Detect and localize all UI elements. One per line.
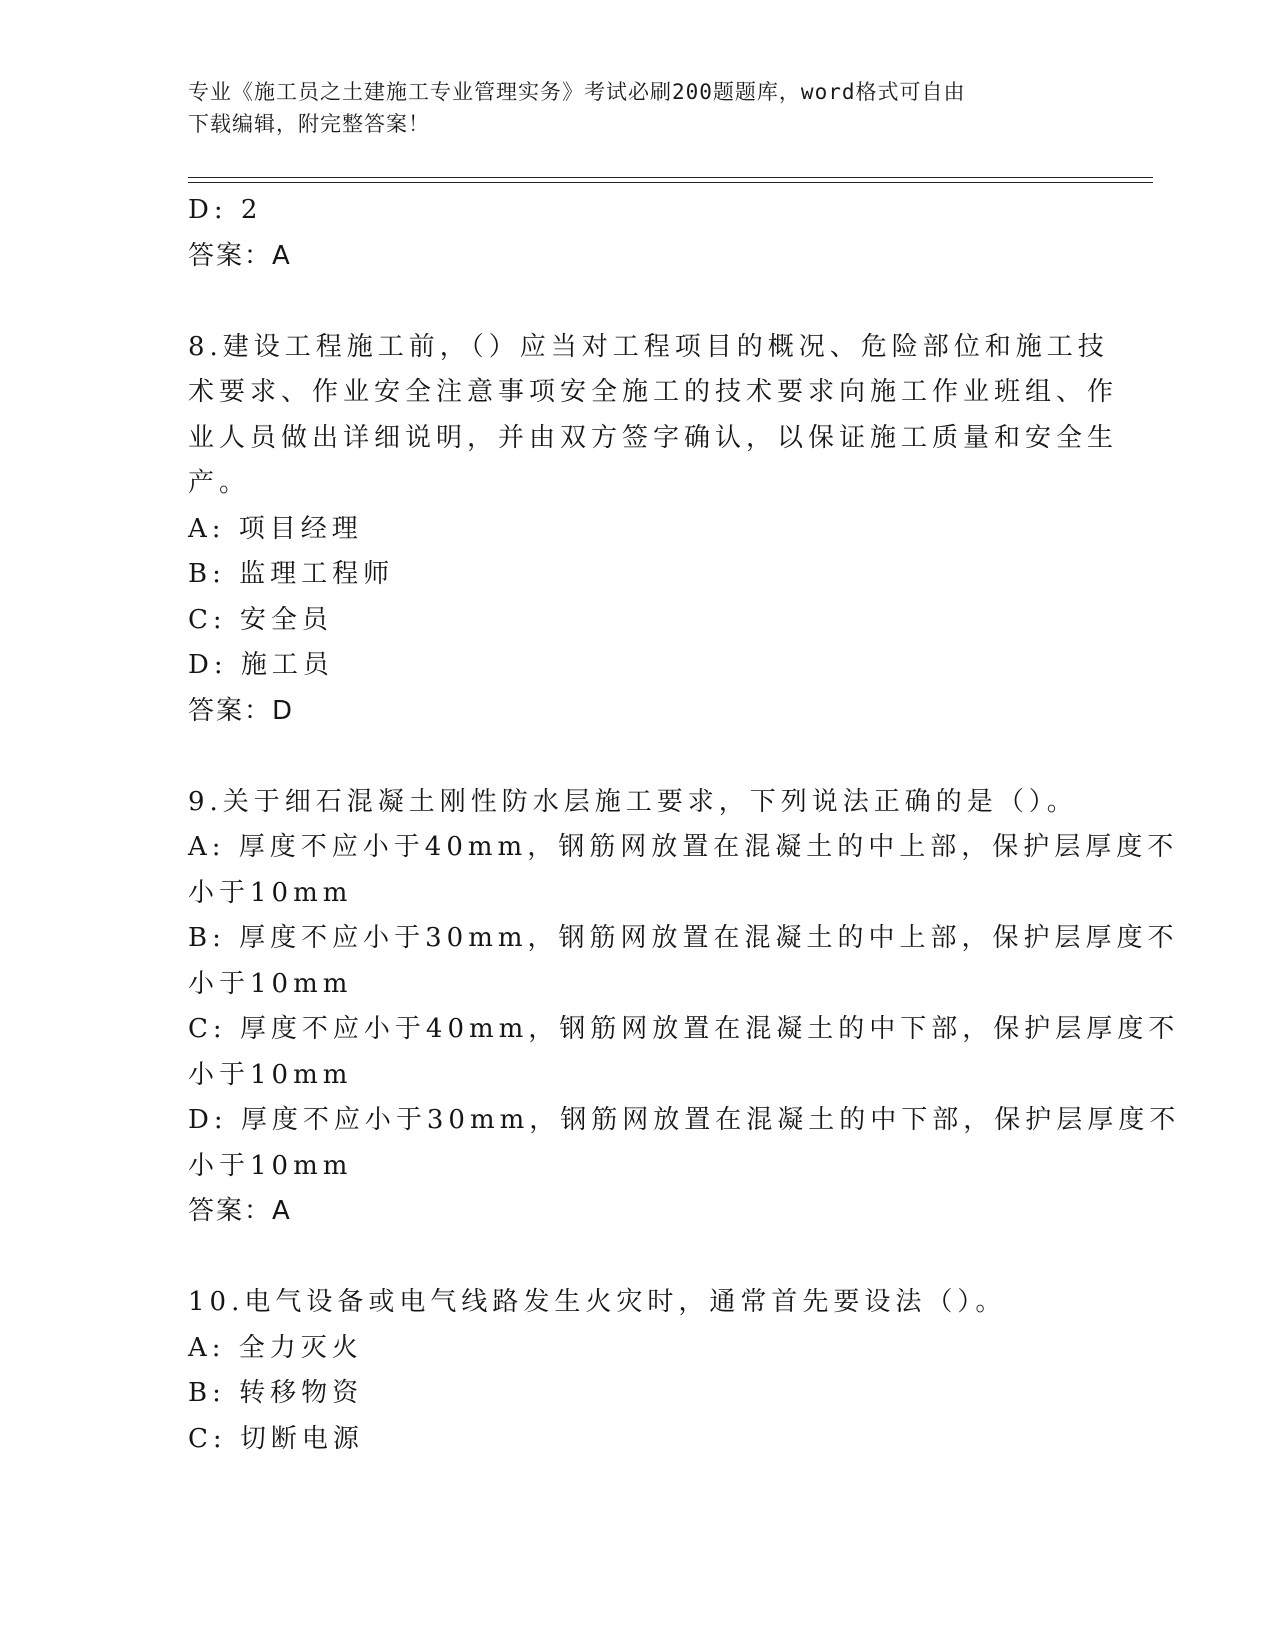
q8-stem-line: 8.建设工程施工前，（）应当对工程项目的概况、危险部位和施工技 <box>188 331 1109 362</box>
q9-option-b: B: 厚度不应小于30mm，钢筋网放置在混凝土的中上部，保护层厚度不 <box>188 923 1179 953</box>
q10-option-a: A: 全力灭火 <box>188 1332 363 1363</box>
question-7-tail <box>188 188 1088 279</box>
q8-option-b: B: 监理工程师 <box>188 559 395 589</box>
q7-option-d: D: 2 <box>188 195 263 225</box>
q9-option-d: D: 厚度不应小于30mm，钢筋网放置在混凝土的中下部，保护层厚度不 <box>188 1105 1181 1135</box>
document-body <box>188 188 1181 1462</box>
q7-answer: 答案：A <box>188 240 292 271</box>
q9-option-b-cont: 小于10mm <box>188 968 353 999</box>
header-divider-top <box>188 177 1153 178</box>
spacer <box>188 734 1088 780</box>
q9-option-c-cont: 小于10mm <box>188 1059 353 1090</box>
q9-answer: 答案：A <box>188 1196 292 1226</box>
q10-stem-line: 10.电气设备或电气线路发生火灾时，通常首先要设法（）。 <box>188 1287 1007 1317</box>
q8-stem-line: 业人员做出详细说明，并由双方签字确认，以保证施工质量和安全生 <box>188 422 1119 453</box>
q8-stem-line: 术要求、作业安全注意事项安全施工的技术要求向施工作业班组、作 <box>188 377 1119 407</box>
header-line-1: 专业《施工员之土建施工专业管理实务》考试必刷200题题库，word格式可自由 <box>188 80 966 104</box>
question-10 <box>188 1280 1088 1462</box>
q9-option-d-cont: 小于10mm <box>188 1150 353 1181</box>
q9-stem-line: 9.关于细石混凝土刚性防水层施工要求，下列说法正确的是（）。 <box>188 786 1078 817</box>
q9-option-a-cont: 小于10mm <box>188 877 353 908</box>
q10-option-b: B: 转移物资 <box>188 1378 364 1408</box>
q8-stem-line: 产。 <box>188 468 251 498</box>
spacer <box>188 279 1088 325</box>
header-divider-bottom <box>188 182 1153 183</box>
header-line-2: 下载编辑，附完整答案！ <box>188 112 430 136</box>
page-header <box>188 76 1088 140</box>
q8-option-d: D: 施工员 <box>188 650 334 680</box>
q8-option-a: A: 项目经理 <box>188 513 363 544</box>
q8-answer: 答案：D <box>188 695 295 726</box>
q9-option-a: A: 厚度不应小于40mm，钢筋网放置在混凝土的中上部，保护层厚度不 <box>188 832 1179 862</box>
question-9 <box>188 780 1181 1235</box>
q9-option-c: C: 厚度不应小于40mm，钢筋网放置在混凝土的中下部，保护层厚度不 <box>188 1014 1180 1044</box>
spacer <box>188 1235 1088 1281</box>
question-8 <box>188 325 1119 735</box>
q8-option-c: C: 安全员 <box>188 604 333 635</box>
q10-option-c: C: 切断电源 <box>188 1423 364 1454</box>
